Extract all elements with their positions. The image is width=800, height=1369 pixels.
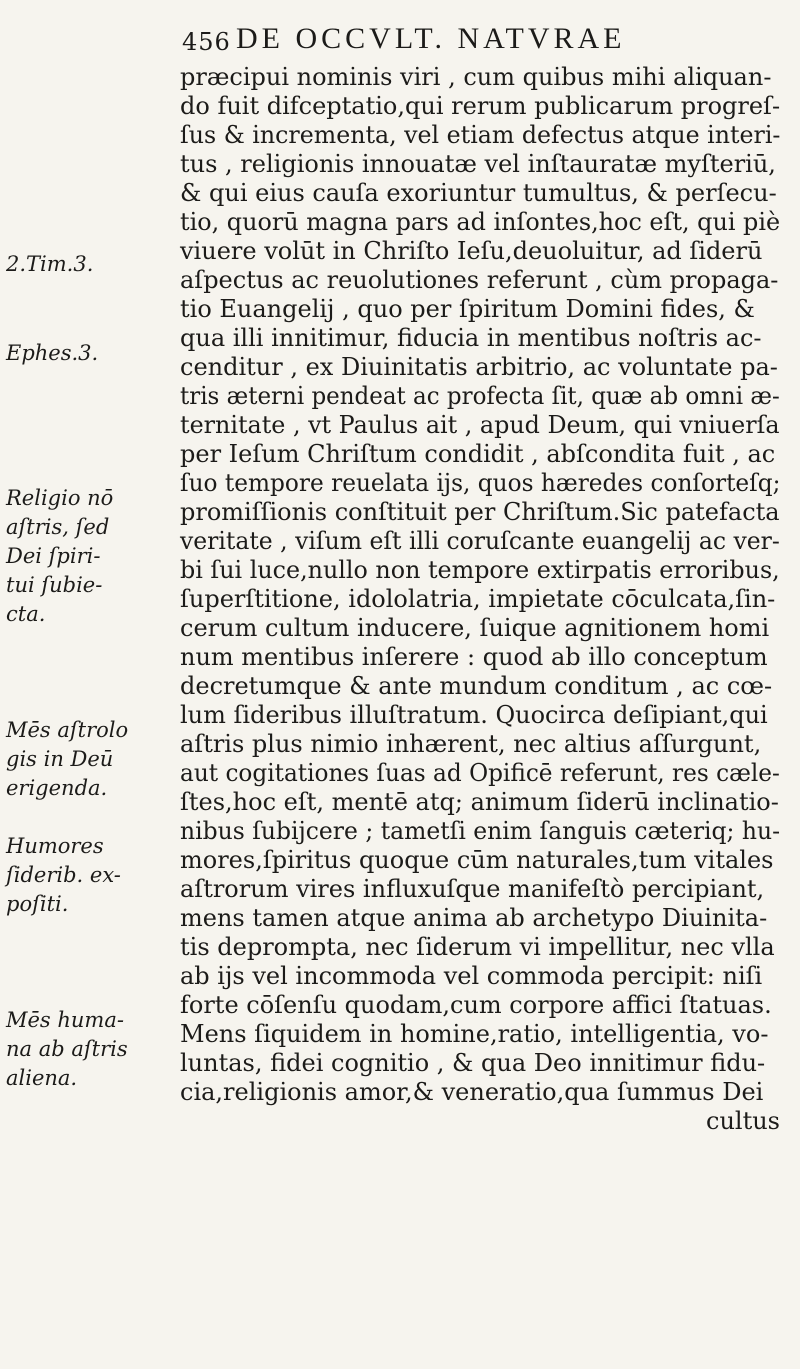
text-line: num mentibus inſerere : quod ab illo conceptum xyxy=(180,643,768,671)
margin-note: 2.Tim.3. xyxy=(6,252,94,276)
text-line: tis deprompta, nec ſiderum vi impellitur, nec vlla xyxy=(180,933,775,961)
text-line: cenditur , ex Diuinitatis arbitrio, ac voluntate pa- xyxy=(180,353,778,381)
text-line: promiſſionis conſtituit per Chriſtum.Sic patefacta xyxy=(180,498,780,526)
text-line: luntas, fidei cognitio , & qua Deo innitimur fidu- xyxy=(180,1049,766,1077)
text-line: ſtes,hoc eſt, mentē atq; animum ſiderū inclinatio- xyxy=(180,788,779,816)
text-line: aſtrorum vires influxuſque manifeſtò percipiant, xyxy=(180,875,765,903)
margin-note: poſiti. xyxy=(6,892,69,916)
margin-note: Humores xyxy=(6,834,104,858)
text-line: aſpectus ac reuolutiones referunt , cùm propaga- xyxy=(180,266,779,294)
text-line: ſus & incrementa, vel etiam defectus atque interi- xyxy=(180,121,781,149)
text-line: ternitate , vt Paulus ait , apud Deum, qui vniuerſa xyxy=(180,411,780,439)
text-line: cia,religionis amor,& veneratio,qua ſummus Dei xyxy=(180,1078,764,1106)
text-line: decretumque & ante mundum conditum , ac cœ- xyxy=(180,672,773,700)
text-line: aſtris plus nimio inhærent, nec altius aſſurgunt, xyxy=(180,730,762,758)
margin-note: na ab aſtris xyxy=(6,1037,128,1061)
margin-note: Mēs aſtrolo xyxy=(6,718,129,742)
text-line: bi ſui luce,nullo non tempore extirpatis erroribus, xyxy=(180,556,780,584)
margin-note: Religio nō xyxy=(6,486,114,510)
margin-note: tui ſubie- xyxy=(6,573,103,597)
text-line: forte cōſenſu quodam,cum corpore affici ſtatuas. xyxy=(180,991,772,1019)
text-line: cerum cultum inducere, ſuique agnitionem homi xyxy=(180,614,770,642)
page-header xyxy=(0,10,800,56)
text-line: aut cogitationes ſuas ad Opificē referunt, res cæle- xyxy=(180,759,780,787)
text-line: veritate , viſum eſt illi coruſcante euangelij ac ver- xyxy=(180,527,780,555)
text-line: do fuit difceptatio,qui rerum publicarum progreſ- xyxy=(180,92,781,120)
text-line: ſuo tempore reuelata ijs, quos hæredes conſorteſq; xyxy=(180,469,781,497)
margin-note: Dei ſpiri- xyxy=(6,544,101,568)
text-line: præcipui nominis viri , cum quibus mihi aliquan- xyxy=(180,63,772,91)
text-line: nibus ſubijcere ; tametſi enim ſanguis cæteriq; hu- xyxy=(180,817,781,845)
text-line: qua illi innitimur, fiducia in mentibus noſtris ac- xyxy=(180,324,762,352)
text-line: tio Euangelij , quo per ſpiritum Domini fides, & xyxy=(180,295,755,323)
text-line: lum ſideribus illuſtratum. Quocirca deſipiant,qui xyxy=(180,701,768,729)
text-line: mens tamen atque anima ab archetypo Diuinita- xyxy=(180,904,768,932)
margin-note: aliena. xyxy=(6,1066,78,1090)
text-line: Mens ſiquidem in homine,ratio, intelligentia, vo- xyxy=(180,1020,769,1048)
margin-note: erigenda. xyxy=(6,776,108,800)
margin-note: gis in Deū xyxy=(6,747,114,771)
page-number: 456 xyxy=(182,28,231,56)
text-line: ab ijs vel incommoda vel commoda percipit: niſi xyxy=(180,962,763,990)
text-line: per Ieſum Chriſtum condidit , abſcondita fuit , ac xyxy=(180,440,776,468)
text-line: tus , religionis innouatæ vel inſtauratæ myſteriū, xyxy=(180,150,776,178)
running-head: DE OCCVLT. NATVRAE xyxy=(236,22,626,55)
margin-note: cta. xyxy=(6,602,46,626)
text-line: tio, quorū magna pars ad inſontes,hoc eſt, qui piè xyxy=(180,208,781,236)
text-line: & qui eius cauſa exoriuntur tumultus, & perſecu- xyxy=(180,179,777,207)
margin-note: aſtris, ſed xyxy=(6,515,110,539)
margin-note: Ephes.3. xyxy=(6,341,99,365)
text-line: mores,ſpiritus quoque cūm naturales,tum vitales xyxy=(180,846,774,874)
text-line: viuere volūt in Chriſto Ieſu,deuoluitur, ad ſiderū xyxy=(180,237,763,265)
margin-note: ſiderib. ex- xyxy=(6,863,121,887)
catchword: cultus xyxy=(706,1107,780,1135)
text-line: tris æterni pendeat ac profecta ſit, quæ ab omni æ- xyxy=(180,382,780,410)
text-line: ſuperſtitione, idololatria, impietate cōculcata,ſin- xyxy=(180,585,776,613)
margin-note: Mēs huma- xyxy=(6,1008,124,1032)
